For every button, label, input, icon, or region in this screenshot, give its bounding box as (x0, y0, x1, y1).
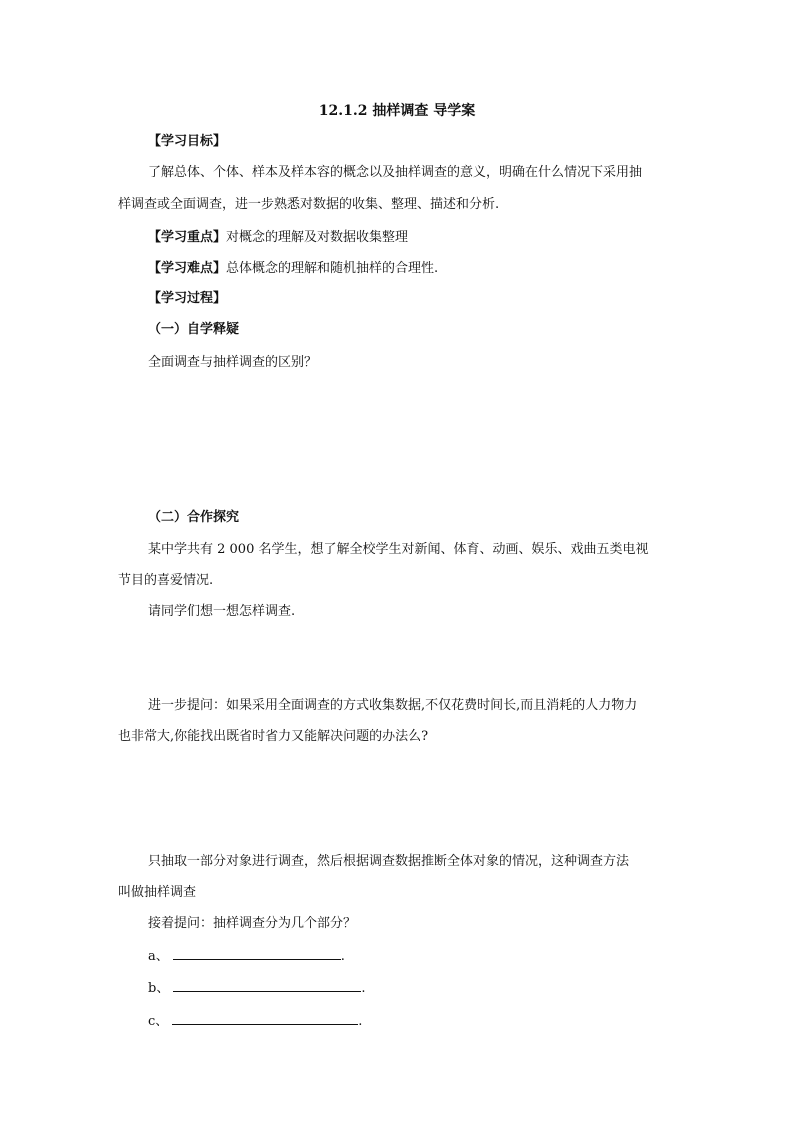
blank-label: b、 (148, 981, 170, 996)
blank-end: . (340, 949, 345, 964)
part2-p3-line-1: 进一步提问：如果采用全面调查的方式收集数据,不仅花费时间长,而且消耗的人力物力 (148, 698, 638, 713)
part1-question: 全面调查与抽样调查的区别？ (148, 355, 318, 370)
fill-in-blank[interactable] (173, 978, 361, 992)
answer-blank-c (148, 1011, 362, 1031)
part2-p2: 请同学们想一想怎样调查. (148, 604, 296, 619)
objectives-text-line-2: 样调查或全面调查，进一步熟悉对数据的收集、整理、描述和分析. (118, 197, 500, 212)
blank-end: . (358, 1014, 363, 1029)
answer-blank-b (148, 978, 365, 998)
fill-in-blank[interactable] (173, 946, 341, 960)
part2-p1-line-2: 节目的喜爱情况. (118, 573, 214, 588)
difficulties-text: 总体概念的理解和随机抽样的合理性. (226, 261, 439, 276)
process-heading: 【学习过程】 (148, 291, 227, 306)
fill-in-blank[interactable] (172, 1011, 358, 1025)
blank-label: c、 (148, 1014, 169, 1029)
part2-heading: （二）合作探究 (148, 510, 240, 525)
answer-blank-a (148, 946, 345, 966)
part2-p4-line-1: 只抽取一部分对象进行调查，然后根据调查数据推断全体对象的情况，这种调查方法 (148, 854, 630, 869)
key-points-label: 【学习重点】 (148, 230, 227, 245)
blank-label: a、 (148, 949, 169, 964)
key-points-text: 对概念的理解及对数据收集整理 (226, 230, 409, 245)
difficulties (148, 260, 438, 278)
part2-p5: 接着提问：抽样调查分为几个部分？ (148, 916, 357, 931)
objectives-heading: 【学习目标】 (148, 134, 227, 149)
key-points (148, 229, 408, 247)
part2-p3-line-2: 也非常大,你能找出既省时省力又能解决问题的办法么? (118, 729, 429, 744)
part1-heading: （一）自学释疑 (148, 322, 240, 337)
objectives-text-line-1: 了解总体、个体、样本及样本容的概念以及抽样调查的意义，明确在什么情况下采用抽 (148, 165, 643, 180)
part2-p4-line-2: 叫做抽样调查 (118, 885, 197, 900)
part2-p1-line-1: 某中学共有 2 000 名学生，想了解全校学生对新闻、体育、动画、娱乐、戏曲五类电视 (148, 542, 649, 557)
difficulties-label: 【学习难点】 (148, 261, 227, 276)
document-title: 12.1.2 抽样调查 导学案 (318, 103, 476, 119)
blank-end: . (361, 981, 366, 996)
